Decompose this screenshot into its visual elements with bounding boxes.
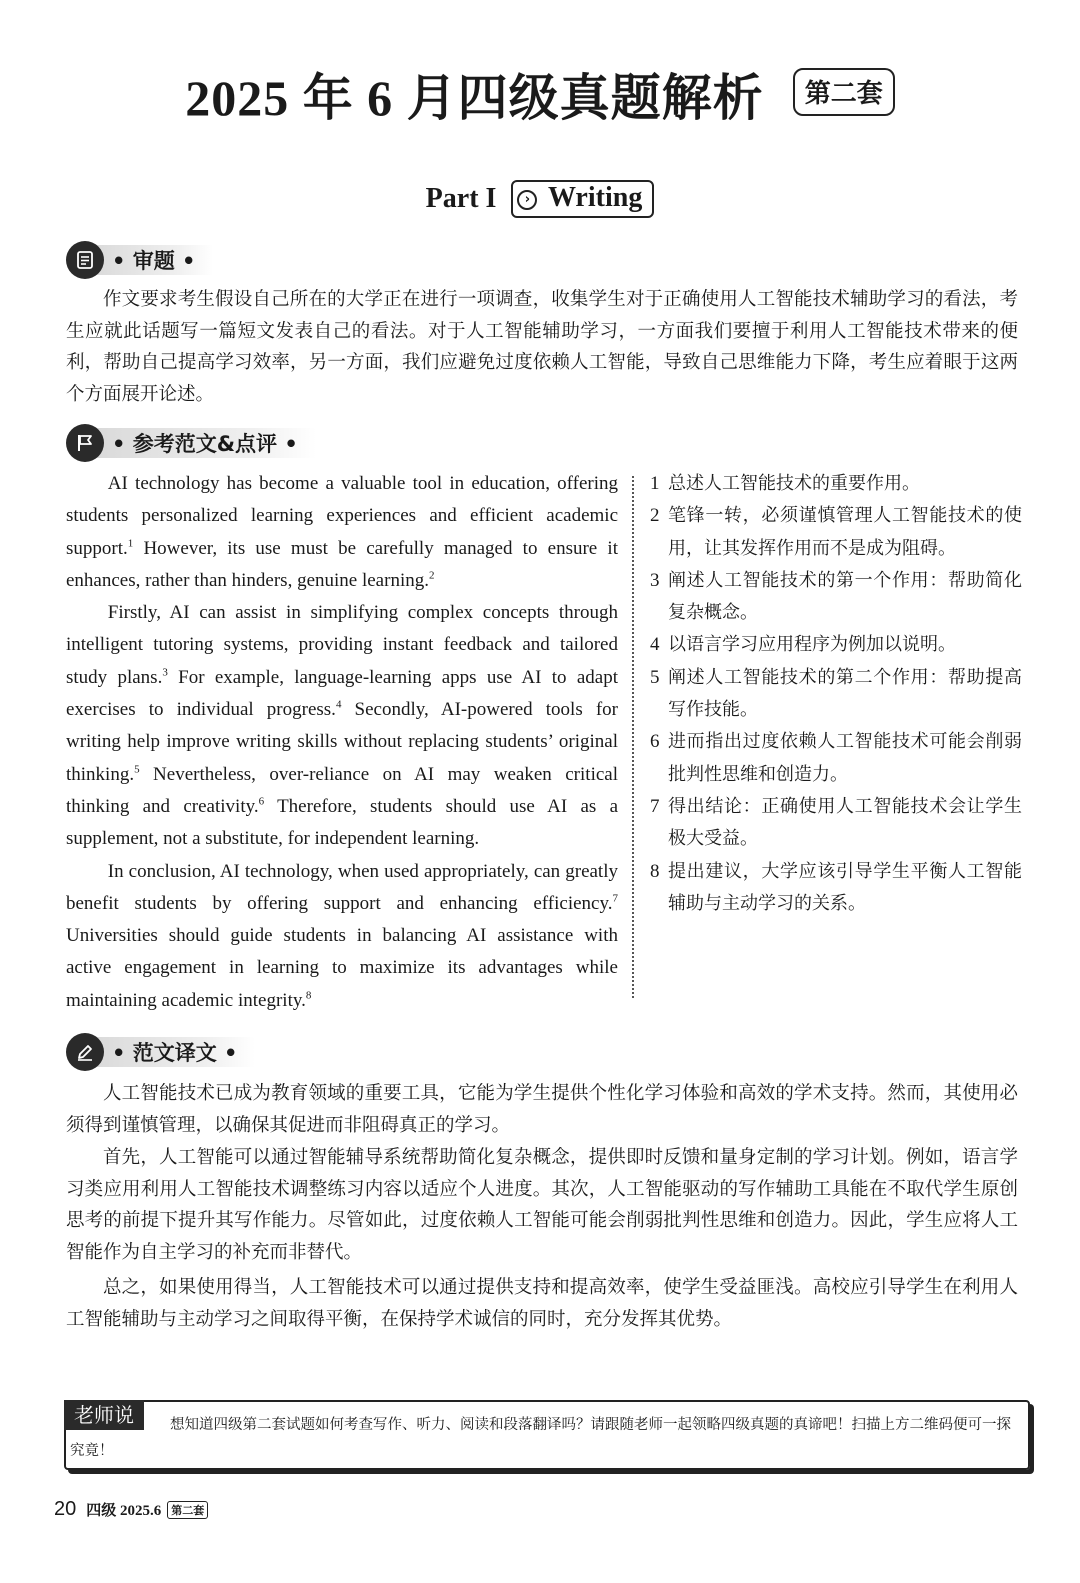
note-text: 进而指出过度依赖人工智能技术可能会削弱批判性思维和创造力。 [668, 731, 1022, 785]
pen-icon [66, 1033, 104, 1071]
part-number: Part I [425, 183, 497, 214]
note-marker: 2 [428, 569, 435, 582]
note-number: 2 [650, 505, 660, 527]
page-title [0, 58, 1080, 130]
translation-paragraph-2: 首先，人工智能可以通过智能辅导系统帮助简化复杂概念，提供即时反馈和量身定制的学习计划。例如，语言学习类应用利用人工智能技术调整练习内容以适应个人进度。其次，人工智能驱动的写作辅助工具能在不取代学生原创思考的前提下提升其写作能力。尽管如此，过度依赖人工智能可能会削弱批判性思维和创造力。因此，学生应将人工智能作为自主学习的补充而非替代。 [66, 1147, 1018, 1263]
note-number: 8 [650, 860, 660, 882]
note-number: 4 [650, 634, 660, 656]
note-marker: 5 [134, 763, 140, 776]
essay-sentence: Secondly, AI-powered tools for writing help improve writing skills without replacing students’ original thinking. [66, 699, 618, 785]
footer-set-tag: 第二套 [167, 1501, 208, 1519]
essay-sentence: For example, language-learning apps use AI to adapt exercises to individual progress. [66, 666, 618, 721]
arrow-circle-icon: › [517, 190, 537, 210]
analysis-heading-label: • 审题 • [90, 245, 213, 275]
note-marker: 4 [335, 698, 342, 711]
note-number: 5 [650, 666, 660, 688]
essay-notes [650, 468, 1022, 920]
teacher-says-label: 老师说 [64, 1400, 144, 1430]
note-item [650, 565, 1022, 630]
model-heading [66, 424, 316, 462]
essay-sentence: Universities should guide students in balancing AI assistance with active engagement in learning to maximize its advantages while maintaining academic integrity. [66, 925, 618, 1011]
note-item [650, 726, 1022, 791]
note-number: 1 [650, 473, 660, 494]
essay-paragraph-1 [66, 468, 618, 597]
note-text: 提出建议，大学应该引导学生平衡人工智能辅助与主动学习的关系。 [668, 860, 1022, 914]
set-tag: 第二套 [793, 68, 895, 116]
note-item [650, 468, 1022, 500]
note-number: 6 [650, 731, 660, 753]
part-name-box [511, 180, 654, 218]
part-heading [0, 180, 1080, 218]
teacher-says-text: 想知道四级第二套试题如何考查写作、听力、阅读和段落翻译吗？请跟随老师一起领略四级真题的真谛吧！扫描上方二维码便可一探究竟！ [70, 1417, 1011, 1459]
column-divider [632, 476, 634, 998]
note-item [650, 500, 1022, 565]
document-icon [66, 241, 104, 279]
footer-exam: 四级 2025.6 [86, 1503, 162, 1519]
note-text: 总述人工智能技术的重要作用。 [668, 473, 920, 494]
page-title-text: 2025 年 6 月四级真题解析 [185, 70, 764, 126]
essay-sentence: Firstly, AI can assist in simplifying complex concepts through intelligent tutoring systems, providing instant feedback and tailored study plans. [66, 602, 618, 688]
note-item [650, 629, 1022, 661]
translation-heading-label: • 范文译文 • [90, 1037, 255, 1067]
note-marker: 1 [127, 537, 134, 550]
page-number: 20 [54, 1498, 77, 1520]
note-item [650, 662, 1022, 727]
page-footer [54, 1498, 208, 1521]
model-heading-label: • 参考范文&点评 • [90, 428, 316, 458]
note-marker: 3 [162, 666, 168, 679]
note-text: 阐述人工智能技术的第一个作用：帮助简化复杂概念。 [668, 569, 1022, 624]
part-name: Writing [547, 182, 643, 213]
note-item [650, 856, 1022, 921]
note-item [650, 791, 1022, 856]
translation-paragraph-3: 总之，如果使用得当，人工智能技术可以通过提供支持和提高效率，使学生受益匪浅。高校应引导学生在利用人工智能辅助与主动学习之间取得平衡，在保持学术诚信的同时，充分发挥其优势。 [66, 1277, 1018, 1330]
model-essay [66, 468, 618, 1017]
translation-paragraph-1: 人工智能技术已成为教育领域的重要工具，它能为学生提供个性化学习体验和高效的学术支持。然而，其使用必须得到谨慎管理，以确保其促进而非阻碍真正的学习。 [66, 1083, 1018, 1136]
essay-sentence: Nevertheless, over-reliance on AI may weaken critical thinking and creativity. [66, 763, 618, 817]
note-number: 3 [650, 569, 660, 591]
note-text: 阐述人工智能技术的第二个作用：帮助提高写作技能。 [668, 666, 1022, 721]
note-marker: 7 [612, 892, 618, 905]
translation-heading [66, 1033, 255, 1071]
note-marker: 8 [305, 989, 312, 1002]
note-text: 得出结论：正确使用人工智能技术会让学生极大受益。 [668, 795, 1022, 850]
note-text: 以语言学习应用程序为例加以说明。 [668, 634, 956, 656]
essay-sentence: AI technology has become a valuable tool in education, offering students personalized learning experiences and efficient academic support. [66, 473, 618, 559]
flag-icon [66, 424, 104, 462]
note-text: 笔锋一转，必须谨慎管理人工智能技术的使用，让其发挥作用而不是成为阻碍。 [668, 505, 1022, 559]
essay-paragraph-3 [66, 856, 618, 1017]
teacher-says-box [64, 1400, 1030, 1470]
essay-sentence: However, its use must be carefully managed to ensure it enhances, rather than hinders, genuine learning. [66, 537, 618, 591]
analysis-text: 作文要求考生假设自己所在的大学正在进行一项调查，收集学生对于正确使用人工智能技术辅助学习的看法，考生应就此话题写一篇短文发表自己的看法。对于人工智能辅助学习，一方面我们要擅于利用人工智能技术带来的便利，帮助自己提高学习效率，另一方面，我们应避免过度依赖人工智能，导致自己思维能力下降，考生应着眼于这两个方面展开论述。 [66, 289, 1018, 405]
essay-sentence: In conclusion, AI technology, when used appropriately, can greatly benefit students by offering support and enhancing efficiency. [66, 860, 618, 914]
note-marker: 6 [258, 795, 265, 808]
analysis-heading [66, 241, 213, 279]
essay-sentence: Therefore, students should use AI as a supplement, not a substitute, for independent learning. [66, 795, 618, 850]
essay-paragraph-2 [66, 597, 618, 855]
note-number: 7 [650, 795, 660, 817]
